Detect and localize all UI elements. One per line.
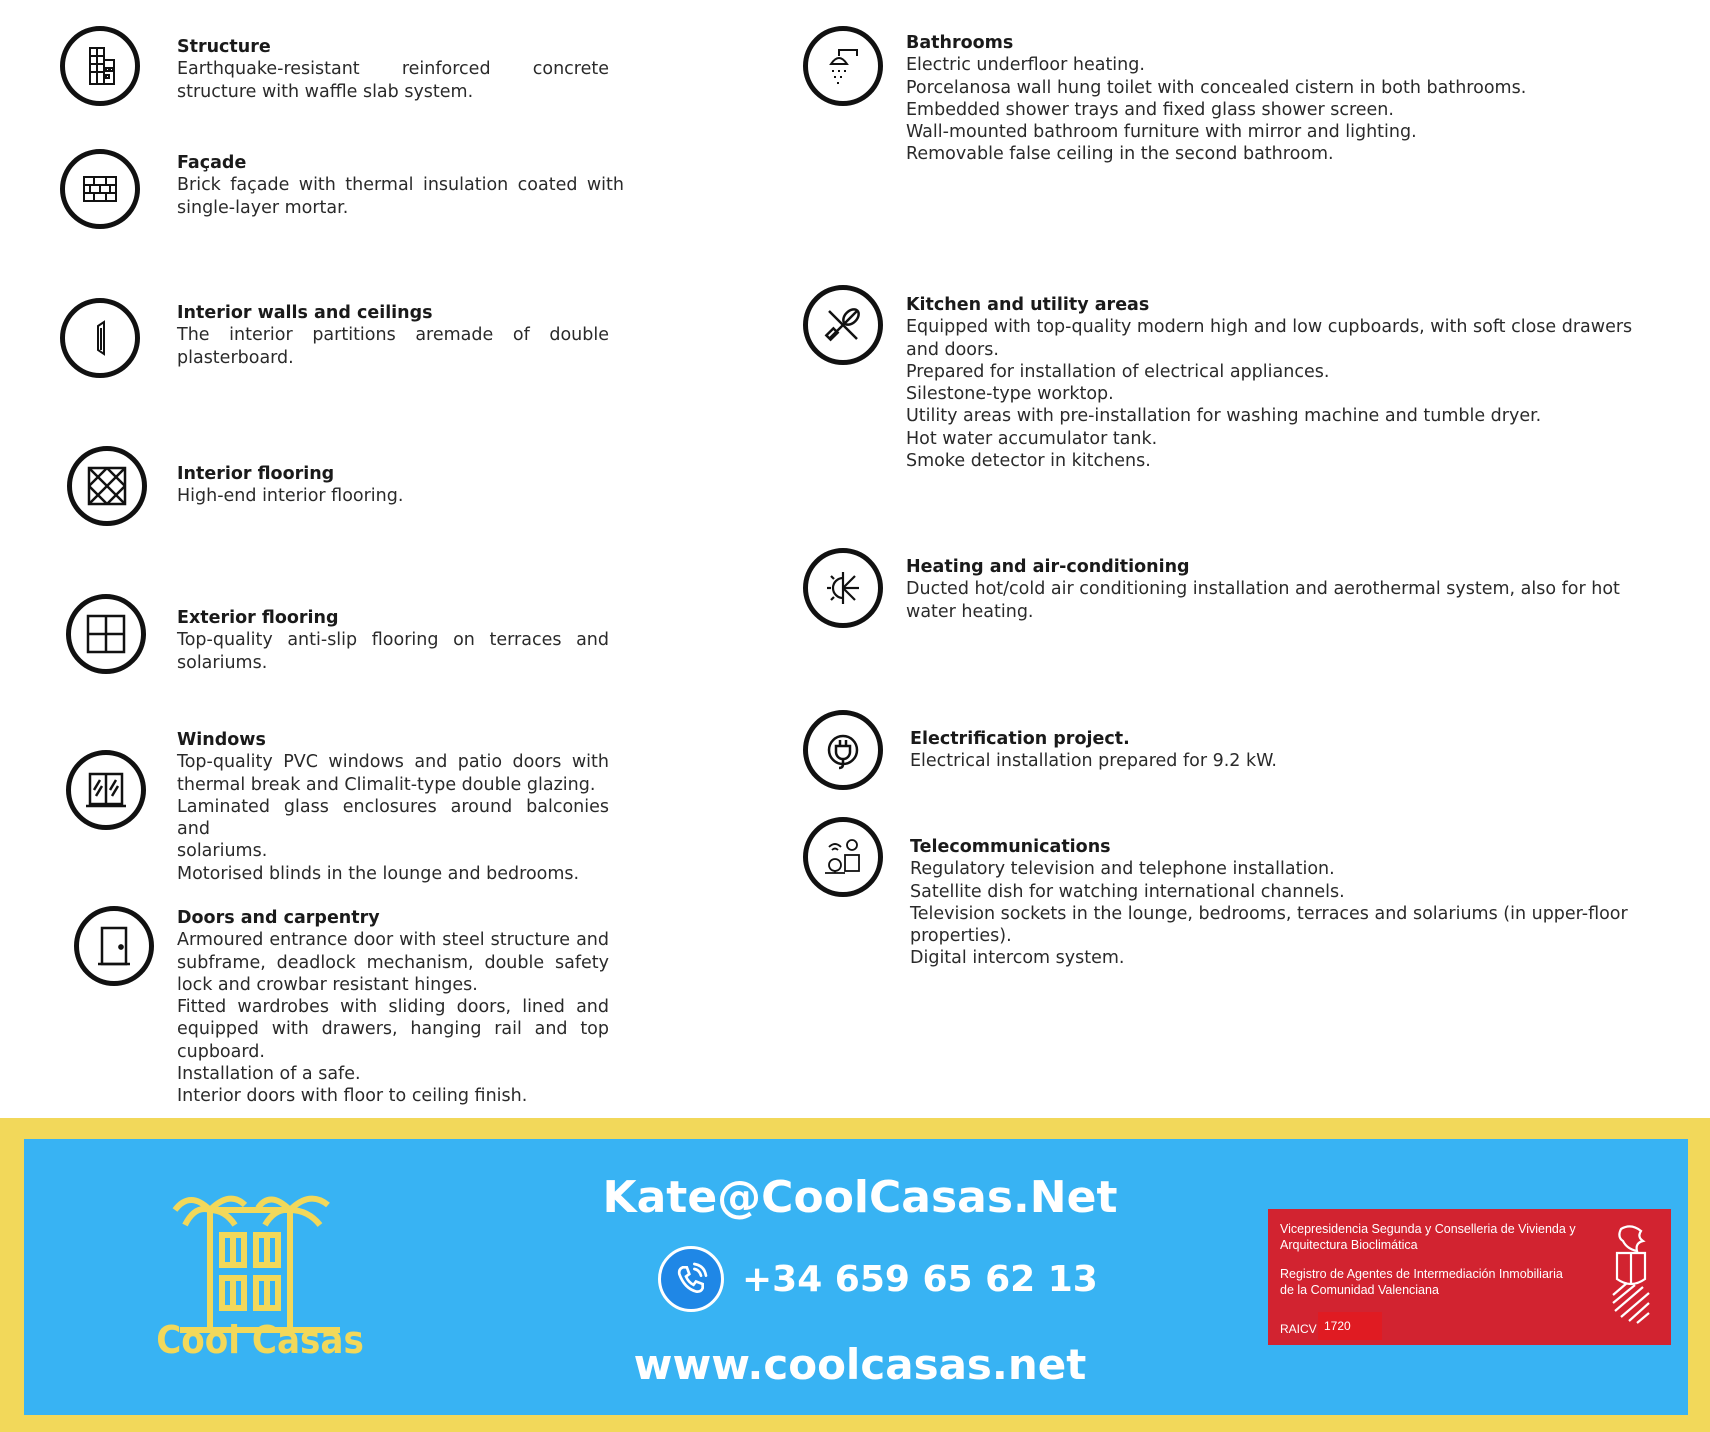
- section-line: water heating.: [906, 601, 1034, 622]
- section-title: Telecommunications: [910, 837, 1111, 857]
- section-title: Bathrooms: [906, 33, 1014, 53]
- valencia-crest-icon: [1607, 1223, 1655, 1331]
- phone-row[interactable]: [658, 1242, 1098, 1316]
- building-icon: [60, 26, 140, 106]
- parquet-floor-icon: [67, 446, 147, 526]
- section-line: Interior doors with floor to ceiling finish.: [177, 1086, 528, 1107]
- section-line: Wall-mounted bathroom furniture with mirror and lighting.: [906, 122, 1417, 143]
- tile-floor-icon: [66, 594, 146, 674]
- section-title: Exterior flooring: [177, 608, 339, 628]
- interior-walls-block: [177, 302, 609, 369]
- bathrooms-block: [906, 32, 1666, 166]
- section-line: Top-quality anti-slip flooring on terraces and: [177, 630, 609, 651]
- section-line: Electric underfloor heating.: [906, 55, 1145, 76]
- logo-text: Cool Casas: [156, 1318, 364, 1362]
- section-line: Television sockets in the lounge, bedrooms, terraces and solariums (in upper-floor: [910, 903, 1628, 924]
- section-line: Silestone-type worktop.: [906, 384, 1114, 405]
- section-title: Façade: [177, 153, 247, 173]
- section-line: Smoke detector in kitchens.: [906, 451, 1151, 472]
- raicv-number: 1720: [1318, 1312, 1382, 1340]
- interior-flooring-block: [177, 463, 609, 508]
- section-line: solariums.: [177, 652, 268, 673]
- section-title: Kitchen and utility areas: [906, 295, 1150, 315]
- registry-line: Arquitectura Bioclimática: [1280, 1238, 1418, 1252]
- section-title: Heating and air-conditioning: [906, 557, 1190, 577]
- section-line: Porcelanosa wall hung toilet with concealed cistern in both bathrooms.: [906, 77, 1527, 98]
- section-line: Motorised blinds in the lounge and bedrooms.: [177, 863, 580, 884]
- exterior-flooring-block: [177, 607, 609, 674]
- raicv-label: RAICV: [1280, 1322, 1317, 1336]
- section-title: Windows: [177, 730, 266, 750]
- registry-line: Registro de Agentes de Intermediación Inmobiliaria: [1280, 1267, 1563, 1281]
- plug-icon: [803, 710, 883, 790]
- windows-block: [177, 729, 609, 885]
- section-line: Regulatory television and telephone installation.: [910, 859, 1335, 880]
- phone-icon: [658, 1246, 724, 1312]
- email-link[interactable]: Kate@CoolCasas.Net: [602, 1172, 1118, 1223]
- section-line: structure with waffle slab system.: [177, 81, 474, 102]
- section-title: Interior walls and ceilings: [177, 303, 433, 323]
- section-line: lock and crowbar resistant hinges.: [177, 974, 478, 995]
- website-link[interactable]: www.coolcasas.net: [633, 1340, 1087, 1389]
- section-line: High-end interior flooring.: [177, 486, 404, 507]
- section-title: Structure: [177, 37, 271, 57]
- section-title: Interior flooring: [177, 464, 335, 484]
- section-line: Removable false ceiling in the second bathroom.: [906, 144, 1334, 165]
- electrification-block: [910, 728, 1670, 773]
- section-line: subframe, deadlock mechanism, double safety: [177, 952, 609, 973]
- section-line: Fitted wardrobes with sliding doors, lined and: [177, 997, 609, 1018]
- section-line: Earthquake-resistant reinforced concrete: [177, 59, 609, 80]
- section-line: Embedded shower trays and fixed glass shower screen.: [906, 99, 1394, 120]
- kitchen-block: [906, 294, 1696, 472]
- brick-wall-icon: [60, 149, 140, 229]
- section-line: Ducted hot/cold air conditioning installation and aerothermal system, also for hot: [906, 579, 1620, 600]
- facade-block: [177, 152, 624, 219]
- section-line: Prepared for installation of electrical appliances.: [906, 361, 1330, 382]
- section-line: The interior partitions aremade of double: [177, 325, 609, 346]
- partition-wall-icon: [60, 298, 140, 378]
- structure-block: [177, 36, 609, 103]
- phone-number[interactable]: +34 659 65 62 13: [742, 1258, 1098, 1300]
- registry-line: Vicepresidencia Segunda y Conselleria de Vivienda y: [1280, 1222, 1576, 1236]
- section-line: plasterboard.: [177, 347, 294, 368]
- section-line: Satellite dish for watching international channels.: [910, 881, 1345, 902]
- section-line: properties).: [910, 926, 1012, 947]
- heating-block: [906, 556, 1696, 623]
- section-line: Digital intercom system.: [910, 948, 1125, 969]
- section-line: Armoured entrance door with steel structure and: [177, 930, 609, 951]
- section-line: Laminated glass enclosures around balconies and: [177, 796, 609, 840]
- section-line: Brick façade with thermal insulation coated with: [177, 175, 624, 196]
- registry-badge: [1268, 1209, 1671, 1345]
- section-line: solariums.: [177, 841, 268, 862]
- shower-icon: [803, 26, 883, 106]
- section-line: cupboard.: [177, 1041, 265, 1062]
- section-title: Doors and carpentry: [177, 908, 380, 928]
- telecom-icon: [803, 817, 883, 897]
- section-line: and doors.: [906, 339, 999, 360]
- section-title: Electrification project.: [910, 729, 1130, 749]
- section-line: Utility areas with pre-installation for washing machine and tumble dryer.: [906, 406, 1542, 427]
- section-line: single-layer mortar.: [177, 197, 349, 218]
- section-line: thermal break and Climalit-type double glazing.: [177, 774, 596, 795]
- section-line: Hot water accumulator tank.: [906, 428, 1158, 449]
- telecom-block: [910, 836, 1700, 970]
- section-line: Electrical installation prepared for 9.2 kW.: [910, 751, 1277, 772]
- section-line: Installation of a safe.: [177, 1064, 361, 1085]
- sun-snowflake-icon: [803, 548, 883, 628]
- registry-line: de la Comunidad Valenciana: [1280, 1283, 1439, 1297]
- section-line: equipped with drawers, hanging rail and top: [177, 1019, 609, 1040]
- door-icon: [74, 906, 154, 986]
- section-line: Equipped with top-quality modern high and low cupboards, with soft close drawers: [906, 317, 1633, 338]
- kitchen-utensils-icon: [803, 285, 883, 365]
- window-icon: [66, 750, 146, 830]
- doors-block: [177, 907, 609, 1108]
- section-line: Top-quality PVC windows and patio doors with: [177, 752, 609, 773]
